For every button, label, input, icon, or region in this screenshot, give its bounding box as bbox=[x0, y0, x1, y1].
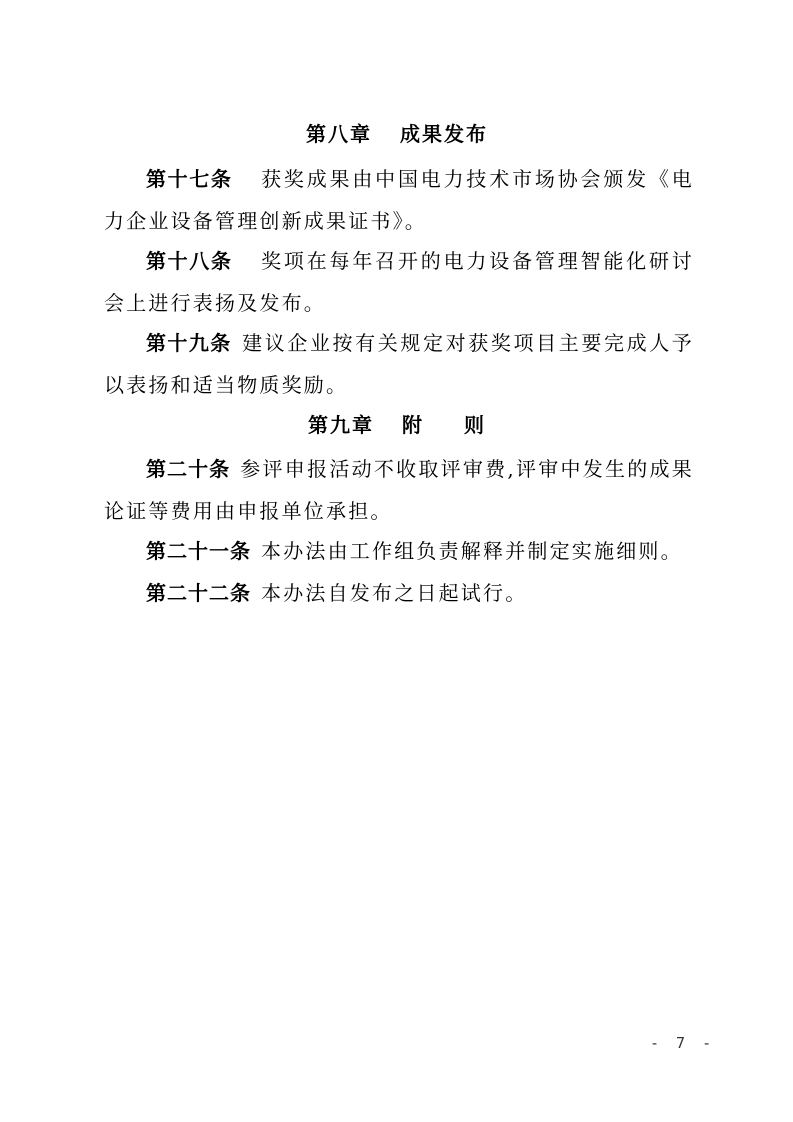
chapter-9-heading bbox=[104, 411, 690, 439]
article-20 bbox=[104, 448, 694, 532]
article-19 bbox=[104, 322, 694, 406]
chapter-9-title-part2: 则 bbox=[464, 413, 486, 437]
article-18 bbox=[104, 240, 694, 324]
page-number: - 7 - bbox=[650, 1034, 716, 1052]
article-22 bbox=[104, 572, 694, 614]
article-21-text: 本办法由工作组负责解释并制定实施细则。 bbox=[261, 539, 683, 563]
article-19-text: 建议企业按有关规定对获奖项目主要完成人予以表扬和适当物质奖励。 bbox=[104, 331, 695, 397]
article-19-label: 第十九条 bbox=[146, 331, 232, 355]
article-18-label: 第十八条 bbox=[146, 249, 233, 273]
chapter-8-title: 成果发布 bbox=[400, 122, 488, 146]
chapter-9-title-part1: 附 bbox=[402, 413, 424, 437]
article-17-text: 获奖成果由中国电力技术市场协会颁发《电力企业设备管理创新成果证书》。 bbox=[104, 167, 694, 233]
article-21 bbox=[104, 530, 694, 572]
article-20-label: 第二十条 bbox=[146, 457, 231, 481]
chapter-9-label: 第九章 bbox=[308, 413, 374, 437]
article-22-text: 本办法自发布之日起试行。 bbox=[261, 581, 528, 605]
chapter-8-heading bbox=[104, 120, 690, 148]
article-17 bbox=[104, 158, 694, 242]
article-18-text: 奖项在每年召开的电力设备管理智能化研讨会上进行表扬及发布。 bbox=[104, 249, 694, 315]
article-22-label: 第二十二条 bbox=[146, 581, 251, 605]
article-21-label: 第二十一条 bbox=[146, 539, 251, 563]
article-20-text: 参评申报活动不收取评审费,评审中发生的成果论证等费用由申报单位承担。 bbox=[104, 457, 694, 523]
article-17-label: 第十七条 bbox=[146, 167, 233, 191]
chapter-8-label: 第八章 bbox=[306, 122, 372, 146]
